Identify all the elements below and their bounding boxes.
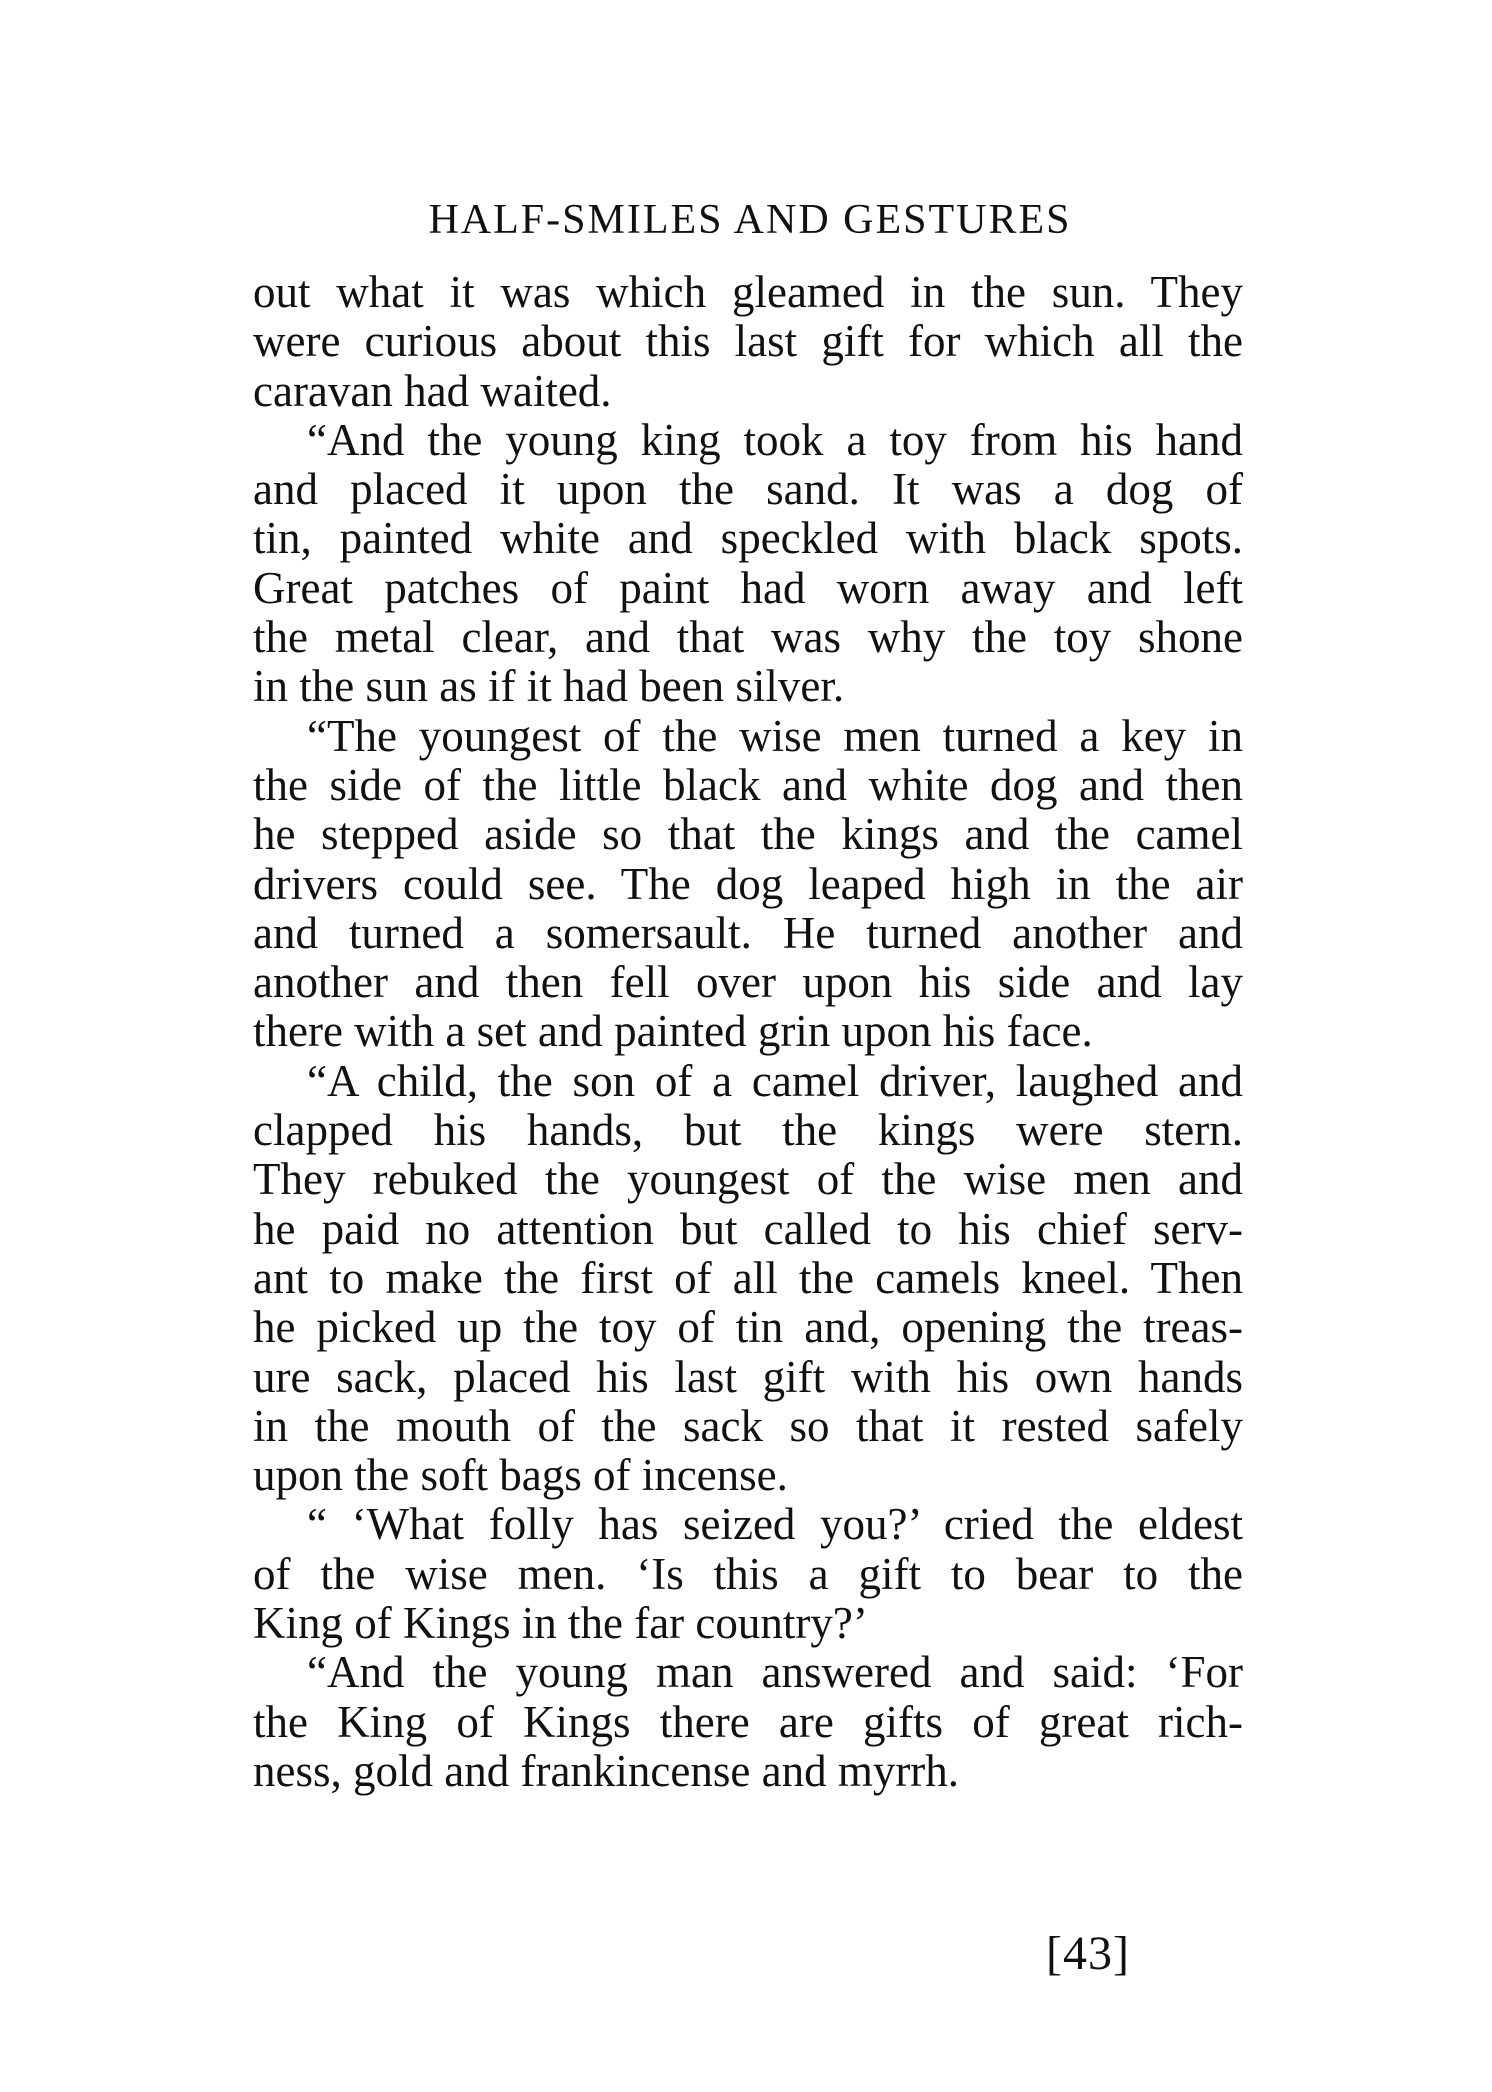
text-line: he picked up the toy of tin and, opening the treas- [253,1302,1243,1353]
text-line: out what it was which gleamed in the sun. They [253,267,1243,317]
text-line: in the mouth of the sack so that it rested safely [253,1400,1243,1451]
text-line: in the sun as if it had been silver. [253,661,845,712]
text-line: were curious about this last gift for which all the [253,316,1243,367]
text-line: drivers could see. The dog leaped high in the air [253,858,1243,909]
text-line: the side of the little black and white dog and then [253,759,1243,810]
text-line: and placed it upon the sand. It was a dog of [253,464,1243,515]
text-line: caravan had waited. [253,365,612,416]
text-line: the metal clear, and that was why the toy shone [253,612,1243,663]
paragraph-start-line: “And the young king took a toy from his hand [307,414,1243,465]
paragraph-start-line: “The youngest of the wise men turned a key in [307,710,1243,761]
page-number: [43] [1046,1927,1130,1980]
text-line: another and then fell over upon his side and lay [253,957,1243,1008]
text-line: of the wise men. ‘Is this a gift to bear to the [253,1548,1243,1599]
body-text [253,268,1243,1796]
paragraph-start-line: “And the young man answered and said: ‘For [307,1647,1243,1698]
paragraph-start-line: “A child, the son of a camel driver, laughed and [307,1055,1243,1106]
paragraph-start-line: “ ‘What folly has seized you?’ cried the eldest [307,1499,1243,1550]
text-line: he stepped aside so that the kings and the camel [253,809,1243,860]
text-line: Great patches of paint had worn away and left [253,562,1243,613]
text-line: ant to make the first of all the camels kneel. Then [253,1252,1243,1303]
text-line: ness, gold and frankincense and myrrh. [253,1745,960,1796]
text-line: ure sack, placed his last gift with his own hands [253,1351,1243,1402]
text-line: upon the soft bags of incense. [253,1450,788,1501]
text-line: there with a set and painted grin upon his face. [253,1006,1093,1057]
text-line: the King of Kings there are gifts of great rich- [253,1696,1243,1747]
text-line: They rebuked the youngest of the wise men and [253,1154,1243,1205]
running-head: HALF-SMILES AND GESTURES [428,197,1072,243]
text-line: he paid no attention but called to his chief serv- [253,1203,1243,1254]
text-line: clapped his hands, but the kings were stern. [253,1105,1243,1156]
text-line: King of Kings in the far country?’ [253,1598,868,1649]
text-line: and turned a somersault. He turned another and [253,907,1243,958]
text-line: tin, painted white and speckled with black spots. [253,513,1243,564]
